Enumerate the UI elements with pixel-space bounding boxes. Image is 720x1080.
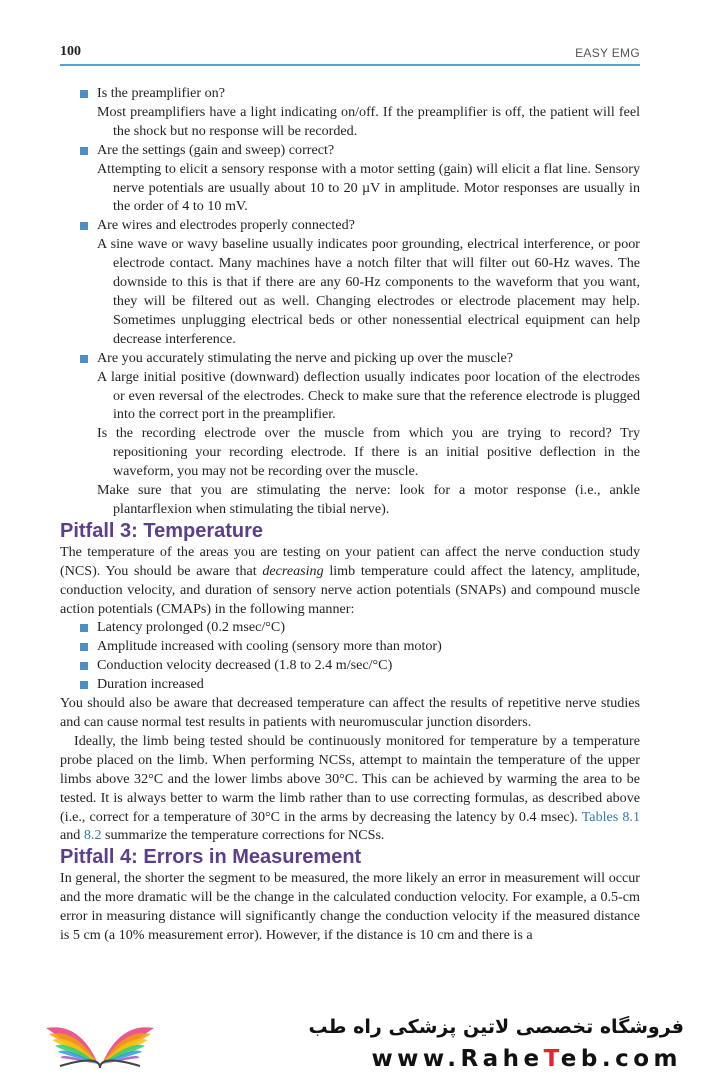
question-item	[60, 349, 640, 368]
section-heading-measurement-errors: Pitfall 4: Errors in Measurement	[60, 846, 362, 869]
bullet-square-icon	[80, 222, 88, 230]
question-text: Are the settings (gain and sweep) correct?	[97, 141, 335, 158]
url-highlight: T	[543, 1046, 561, 1072]
list-item	[60, 637, 640, 656]
book-logo-icon	[40, 1014, 160, 1072]
answer-text: A large initial positive (downward) deflection usually indicates poor location of the electrodes or even reversal of the electrodes. Check to make sure that the reference electrode is plugged into the correct port in the preamplifier.	[97, 368, 640, 423]
troubleshooting-list	[60, 84, 640, 519]
intro-text: The temperature of the areas you are testing on your patient can affect the nerve conduction study (NCS). You should be aware that	[60, 543, 640, 579]
shop-url[interactable]	[371, 1046, 682, 1072]
question-item	[60, 216, 640, 235]
shop-name: فروشگاه تخصصی لاتین پزشکی راه طب	[308, 1016, 684, 1038]
paragraph-text: summarize the temperature corrections for NCSs.	[101, 827, 385, 844]
temperature-paragraph-2: You should also be aware that decreased temperature can affect the results of repetitive nerve studies and can cause normal test results in patients with neuromuscular junction disorders.	[60, 695, 640, 730]
answer-text: Most preamplifiers have a light indicating on/off. If the preamplifier is off, the patient will feel the shock but no response will be recorded.	[97, 103, 640, 139]
answer-text: Attempting to elicit a sensory response with a motor setting (gain) will elicit a flat line. Sensory nerve potentials are usually about 10 to 20 µV in amplitude. Motor responses are usually in the order of 4 to 10 mV.	[97, 160, 640, 215]
page-number: 100	[60, 44, 81, 59]
page-body	[60, 84, 640, 945]
question-text: Are you accurately stimulating the nerve and picking up over the muscle?	[97, 349, 514, 366]
answer-text: Make sure that you are stimulating the nerve: look for a motor response (i.e., ankle plantarflexion when stimulating the tibial nerve).	[97, 482, 640, 517]
list-item	[60, 618, 640, 637]
answer-text: Is the recording electrode over the muscle from which you are trying to record? Try repositioning your recording electrode. If there is an initial positive deflection in the waveform, you may not be recording over the muscle.	[97, 425, 640, 480]
answer-text: A sine wave or wavy baseline usually indicates poor grounding, electrical interference, or poor electrode contact. Many machines have a notch filter that will filter out 60-Hz waves. The downside to this is that if there are any 60-Hz components to the waveform that you want, they will be filtered out as well. Changing electrodes or electrode placement may help. Sometimes unplugging electrical beds or other nonessential electrical equipment can help decrease interference.	[97, 236, 640, 347]
bullet-square-icon	[80, 624, 88, 632]
section-heading-temperature: Pitfall 3: Temperature	[60, 519, 264, 542]
url-prefix: www.Rahe	[371, 1046, 544, 1072]
bullet-square-icon	[80, 662, 88, 670]
header-rule	[60, 64, 640, 66]
temperature-intro	[60, 543, 640, 619]
temperature-effects-list	[60, 618, 640, 694]
table-8-1-link[interactable]: Tables 8.1	[581, 808, 640, 825]
paragraph-text: and	[60, 827, 84, 844]
bullet-square-icon	[80, 147, 88, 155]
intro-emphasis: decreasing	[262, 562, 324, 579]
bullet-square-icon	[80, 90, 88, 98]
paragraph-text: Ideally, the limb being tested should be continuously monitored for temperature by a temperature probe placed on the limb. When performing NCSs, attempt to maintain the temperature of the upper limbs above 32°C and the lower limbs above 30°C. This can be achieved by warming the area to be tested. It is always better to warm the limb rather than to use correcting formulas, as described above (i.e., correct for a temperature of 30°C in the arms by decreasing the latency by 0.4 msec).	[60, 732, 640, 825]
bullet-square-icon	[80, 643, 88, 651]
question-item	[60, 84, 640, 103]
bullet-square-icon	[80, 355, 88, 363]
list-item	[60, 675, 640, 694]
page-header	[60, 44, 640, 66]
question-text: Is the preamplifier on?	[97, 85, 225, 101]
list-item-text: Amplitude increased with cooling (sensory more than motor)	[97, 638, 442, 655]
bullet-square-icon	[80, 681, 88, 689]
question-item	[60, 141, 640, 160]
list-item-text: Duration increased	[97, 676, 204, 693]
question-text: Are wires and electrodes properly connected?	[97, 217, 355, 234]
list-item-text: Conduction velocity decreased (1.8 to 2.4 m/sec/°C)	[97, 657, 393, 674]
url-suffix: eb.com	[560, 1046, 682, 1072]
list-item-text: Latency prolonged (0.2 msec/°C)	[97, 619, 286, 636]
table-8-2-link[interactable]: 8.2	[83, 827, 102, 844]
temperature-paragraph-3	[60, 732, 640, 845]
list-item	[60, 656, 640, 675]
running-header-title: EASY EMG	[575, 46, 640, 60]
measurement-paragraph: In general, the shorter the segment to be measured, the more likely an error in measurement will occur and the more dramatic will be the change in the calculated conduction velocity. For example, a 0.5-cm error in measuring distance will significantly change the conduction velocity if the measured distance is 5 cm (a 10% measurement error). However, if the distance is 10 cm and there is a	[60, 870, 640, 944]
intro-text: limb temperature could affect the latency, amplitude, conduction velocity, and duration of sensory nerve action potentials (SNAPs) and compound muscle action potentials (CMAPs) in the following manner:	[60, 562, 640, 617]
